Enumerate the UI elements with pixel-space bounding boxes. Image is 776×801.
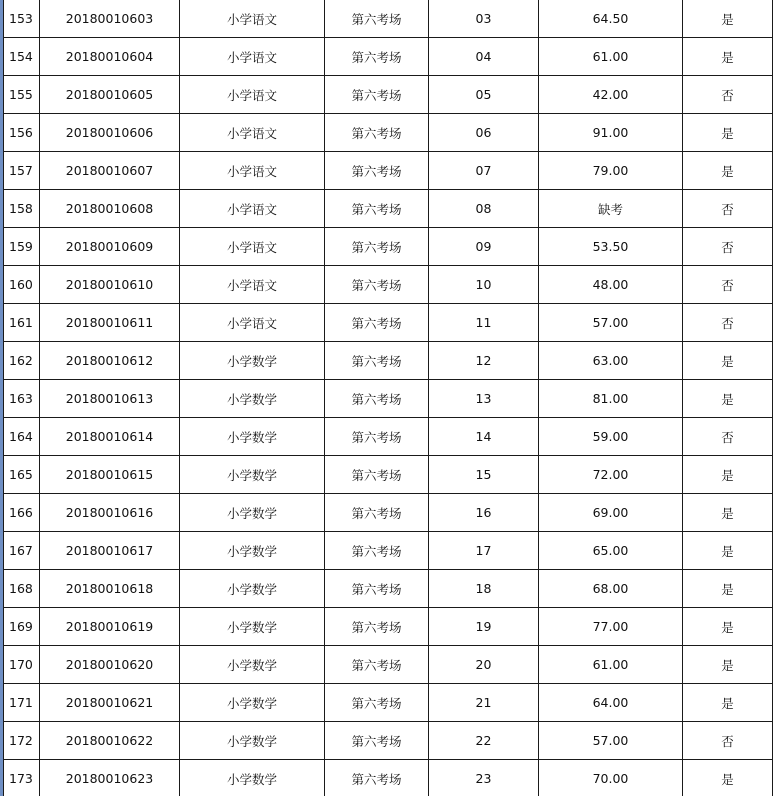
row-index-cell: 172 bbox=[4, 722, 40, 760]
score-cell: 64.00 bbox=[539, 684, 683, 722]
qualified-cell: 是 bbox=[683, 0, 773, 38]
subject-cell: 小学数学 bbox=[180, 456, 325, 494]
row-index-cell: 163 bbox=[4, 380, 40, 418]
seat-number-cell: 18 bbox=[429, 570, 539, 608]
row-index-cell: 159 bbox=[4, 228, 40, 266]
exam-venue-cell: 第六考场 bbox=[325, 342, 429, 380]
score-cell: 64.50 bbox=[539, 0, 683, 38]
row-index-cell: 161 bbox=[4, 304, 40, 342]
table-row bbox=[4, 76, 773, 114]
table-row bbox=[4, 760, 773, 798]
row-index-cell: 160 bbox=[4, 266, 40, 304]
seat-number-cell: 05 bbox=[429, 76, 539, 114]
score-cell: 69.00 bbox=[539, 494, 683, 532]
seat-number-cell: 15 bbox=[429, 456, 539, 494]
candidate-id-cell: 20180010616 bbox=[40, 494, 180, 532]
row-index-cell: 155 bbox=[4, 76, 40, 114]
qualified-cell: 否 bbox=[683, 190, 773, 228]
subject-cell: 小学数学 bbox=[180, 608, 325, 646]
row-index-cell: 166 bbox=[4, 494, 40, 532]
subject-cell: 小学数学 bbox=[180, 342, 325, 380]
qualified-cell: 是 bbox=[683, 380, 773, 418]
subject-cell: 小学数学 bbox=[180, 570, 325, 608]
exam-venue-cell: 第六考场 bbox=[325, 456, 429, 494]
subject-cell: 小学语文 bbox=[180, 38, 325, 76]
candidate-id-cell: 20180010608 bbox=[40, 190, 180, 228]
score-cell: 79.00 bbox=[539, 152, 683, 190]
table-row bbox=[4, 380, 773, 418]
subject-cell: 小学语文 bbox=[180, 76, 325, 114]
candidate-id-cell: 20180010621 bbox=[40, 684, 180, 722]
qualified-cell: 否 bbox=[683, 304, 773, 342]
row-index-cell: 154 bbox=[4, 38, 40, 76]
qualified-cell: 否 bbox=[683, 418, 773, 456]
table-row bbox=[4, 266, 773, 304]
candidate-id-cell: 20180010619 bbox=[40, 608, 180, 646]
subject-cell: 小学语文 bbox=[180, 190, 325, 228]
subject-cell: 小学数学 bbox=[180, 494, 325, 532]
subject-cell: 小学数学 bbox=[180, 646, 325, 684]
qualified-cell: 是 bbox=[683, 114, 773, 152]
exam-venue-cell: 第六考场 bbox=[325, 190, 429, 228]
exam-venue-cell: 第六考场 bbox=[325, 76, 429, 114]
score-cell: 81.00 bbox=[539, 380, 683, 418]
score-cell: 57.00 bbox=[539, 722, 683, 760]
row-index-cell: 157 bbox=[4, 152, 40, 190]
seat-number-cell: 10 bbox=[429, 266, 539, 304]
candidate-id-cell: 20180010612 bbox=[40, 342, 180, 380]
qualified-cell: 是 bbox=[683, 152, 773, 190]
score-table bbox=[3, 0, 773, 798]
seat-number-cell: 07 bbox=[429, 152, 539, 190]
table-row bbox=[4, 570, 773, 608]
seat-number-cell: 08 bbox=[429, 190, 539, 228]
exam-venue-cell: 第六考场 bbox=[325, 228, 429, 266]
exam-venue-cell: 第六考场 bbox=[325, 418, 429, 456]
qualified-cell: 是 bbox=[683, 760, 773, 798]
qualified-cell: 是 bbox=[683, 684, 773, 722]
score-cell: 72.00 bbox=[539, 456, 683, 494]
seat-number-cell: 06 bbox=[429, 114, 539, 152]
subject-cell: 小学语文 bbox=[180, 228, 325, 266]
seat-number-cell: 22 bbox=[429, 722, 539, 760]
subject-cell: 小学数学 bbox=[180, 684, 325, 722]
seat-number-cell: 12 bbox=[429, 342, 539, 380]
exam-venue-cell: 第六考场 bbox=[325, 608, 429, 646]
qualified-cell: 是 bbox=[683, 342, 773, 380]
exam-venue-cell: 第六考场 bbox=[325, 304, 429, 342]
score-cell: 61.00 bbox=[539, 646, 683, 684]
seat-number-cell: 16 bbox=[429, 494, 539, 532]
table-row bbox=[4, 114, 773, 152]
table-row bbox=[4, 646, 773, 684]
qualified-cell: 是 bbox=[683, 532, 773, 570]
table-row bbox=[4, 0, 773, 38]
table-row bbox=[4, 608, 773, 646]
row-index-cell: 173 bbox=[4, 760, 40, 798]
qualified-cell: 是 bbox=[683, 38, 773, 76]
subject-cell: 小学语文 bbox=[180, 266, 325, 304]
exam-venue-cell: 第六考场 bbox=[325, 570, 429, 608]
score-cell: 68.00 bbox=[539, 570, 683, 608]
row-index-cell: 171 bbox=[4, 684, 40, 722]
score-cell: 53.50 bbox=[539, 228, 683, 266]
exam-venue-cell: 第六考场 bbox=[325, 266, 429, 304]
subject-cell: 小学数学 bbox=[180, 760, 325, 798]
seat-number-cell: 11 bbox=[429, 304, 539, 342]
row-index-cell: 165 bbox=[4, 456, 40, 494]
candidate-id-cell: 20180010606 bbox=[40, 114, 180, 152]
exam-venue-cell: 第六考场 bbox=[325, 380, 429, 418]
candidate-id-cell: 20180010613 bbox=[40, 380, 180, 418]
subject-cell: 小学数学 bbox=[180, 722, 325, 760]
score-cell: 57.00 bbox=[539, 304, 683, 342]
candidate-id-cell: 20180010611 bbox=[40, 304, 180, 342]
qualified-cell: 是 bbox=[683, 570, 773, 608]
row-index-cell: 158 bbox=[4, 190, 40, 228]
candidate-id-cell: 20180010617 bbox=[40, 532, 180, 570]
seat-number-cell: 03 bbox=[429, 0, 539, 38]
table-row bbox=[4, 190, 773, 228]
exam-venue-cell: 第六考场 bbox=[325, 0, 429, 38]
exam-venue-cell: 第六考场 bbox=[325, 494, 429, 532]
qualified-cell: 否 bbox=[683, 76, 773, 114]
table-row bbox=[4, 418, 773, 456]
candidate-id-cell: 20180010615 bbox=[40, 456, 180, 494]
table-row bbox=[4, 494, 773, 532]
seat-number-cell: 23 bbox=[429, 760, 539, 798]
score-cell: 70.00 bbox=[539, 760, 683, 798]
table-row bbox=[4, 304, 773, 342]
candidate-id-cell: 20180010607 bbox=[40, 152, 180, 190]
table-row bbox=[4, 342, 773, 380]
qualified-cell: 是 bbox=[683, 646, 773, 684]
table-row bbox=[4, 722, 773, 760]
score-cell: 缺考 bbox=[539, 190, 683, 228]
score-cell: 63.00 bbox=[539, 342, 683, 380]
score-cell: 91.00 bbox=[539, 114, 683, 152]
exam-venue-cell: 第六考场 bbox=[325, 760, 429, 798]
table-row bbox=[4, 152, 773, 190]
subject-cell: 小学语文 bbox=[180, 0, 325, 38]
seat-number-cell: 09 bbox=[429, 228, 539, 266]
candidate-id-cell: 20180010609 bbox=[40, 228, 180, 266]
qualified-cell: 是 bbox=[683, 456, 773, 494]
subject-cell: 小学语文 bbox=[180, 304, 325, 342]
exam-venue-cell: 第六考场 bbox=[325, 532, 429, 570]
qualified-cell: 否 bbox=[683, 722, 773, 760]
seat-number-cell: 04 bbox=[429, 38, 539, 76]
row-index-cell: 170 bbox=[4, 646, 40, 684]
seat-number-cell: 21 bbox=[429, 684, 539, 722]
qualified-cell: 是 bbox=[683, 494, 773, 532]
score-cell: 77.00 bbox=[539, 608, 683, 646]
table-body bbox=[4, 0, 773, 798]
exam-venue-cell: 第六考场 bbox=[325, 38, 429, 76]
bottom-edge bbox=[0, 796, 776, 801]
score-cell: 48.00 bbox=[539, 266, 683, 304]
score-cell: 42.00 bbox=[539, 76, 683, 114]
subject-cell: 小学语文 bbox=[180, 152, 325, 190]
exam-venue-cell: 第六考场 bbox=[325, 646, 429, 684]
candidate-id-cell: 20180010603 bbox=[40, 0, 180, 38]
exam-venue-cell: 第六考场 bbox=[325, 684, 429, 722]
subject-cell: 小学数学 bbox=[180, 418, 325, 456]
table-row bbox=[4, 228, 773, 266]
candidate-id-cell: 20180010623 bbox=[40, 760, 180, 798]
exam-venue-cell: 第六考场 bbox=[325, 114, 429, 152]
seat-number-cell: 20 bbox=[429, 646, 539, 684]
row-index-cell: 169 bbox=[4, 608, 40, 646]
seat-number-cell: 14 bbox=[429, 418, 539, 456]
candidate-id-cell: 20180010620 bbox=[40, 646, 180, 684]
candidate-id-cell: 20180010618 bbox=[40, 570, 180, 608]
subject-cell: 小学数学 bbox=[180, 532, 325, 570]
score-cell: 59.00 bbox=[539, 418, 683, 456]
qualified-cell: 是 bbox=[683, 608, 773, 646]
table-row bbox=[4, 456, 773, 494]
row-index-cell: 156 bbox=[4, 114, 40, 152]
row-index-cell: 168 bbox=[4, 570, 40, 608]
score-cell: 61.00 bbox=[539, 38, 683, 76]
exam-venue-cell: 第六考场 bbox=[325, 722, 429, 760]
seat-number-cell: 19 bbox=[429, 608, 539, 646]
table-row bbox=[4, 532, 773, 570]
candidate-id-cell: 20180010622 bbox=[40, 722, 180, 760]
row-index-cell: 153 bbox=[4, 0, 40, 38]
candidate-id-cell: 20180010614 bbox=[40, 418, 180, 456]
seat-number-cell: 13 bbox=[429, 380, 539, 418]
subject-cell: 小学语文 bbox=[180, 114, 325, 152]
subject-cell: 小学数学 bbox=[180, 380, 325, 418]
row-index-cell: 167 bbox=[4, 532, 40, 570]
exam-venue-cell: 第六考场 bbox=[325, 152, 429, 190]
table-row bbox=[4, 684, 773, 722]
score-cell: 65.00 bbox=[539, 532, 683, 570]
qualified-cell: 否 bbox=[683, 266, 773, 304]
table-row bbox=[4, 38, 773, 76]
row-index-cell: 162 bbox=[4, 342, 40, 380]
candidate-id-cell: 20180010604 bbox=[40, 38, 180, 76]
candidate-id-cell: 20180010610 bbox=[40, 266, 180, 304]
qualified-cell: 否 bbox=[683, 228, 773, 266]
seat-number-cell: 17 bbox=[429, 532, 539, 570]
row-index-cell: 164 bbox=[4, 418, 40, 456]
candidate-id-cell: 20180010605 bbox=[40, 76, 180, 114]
